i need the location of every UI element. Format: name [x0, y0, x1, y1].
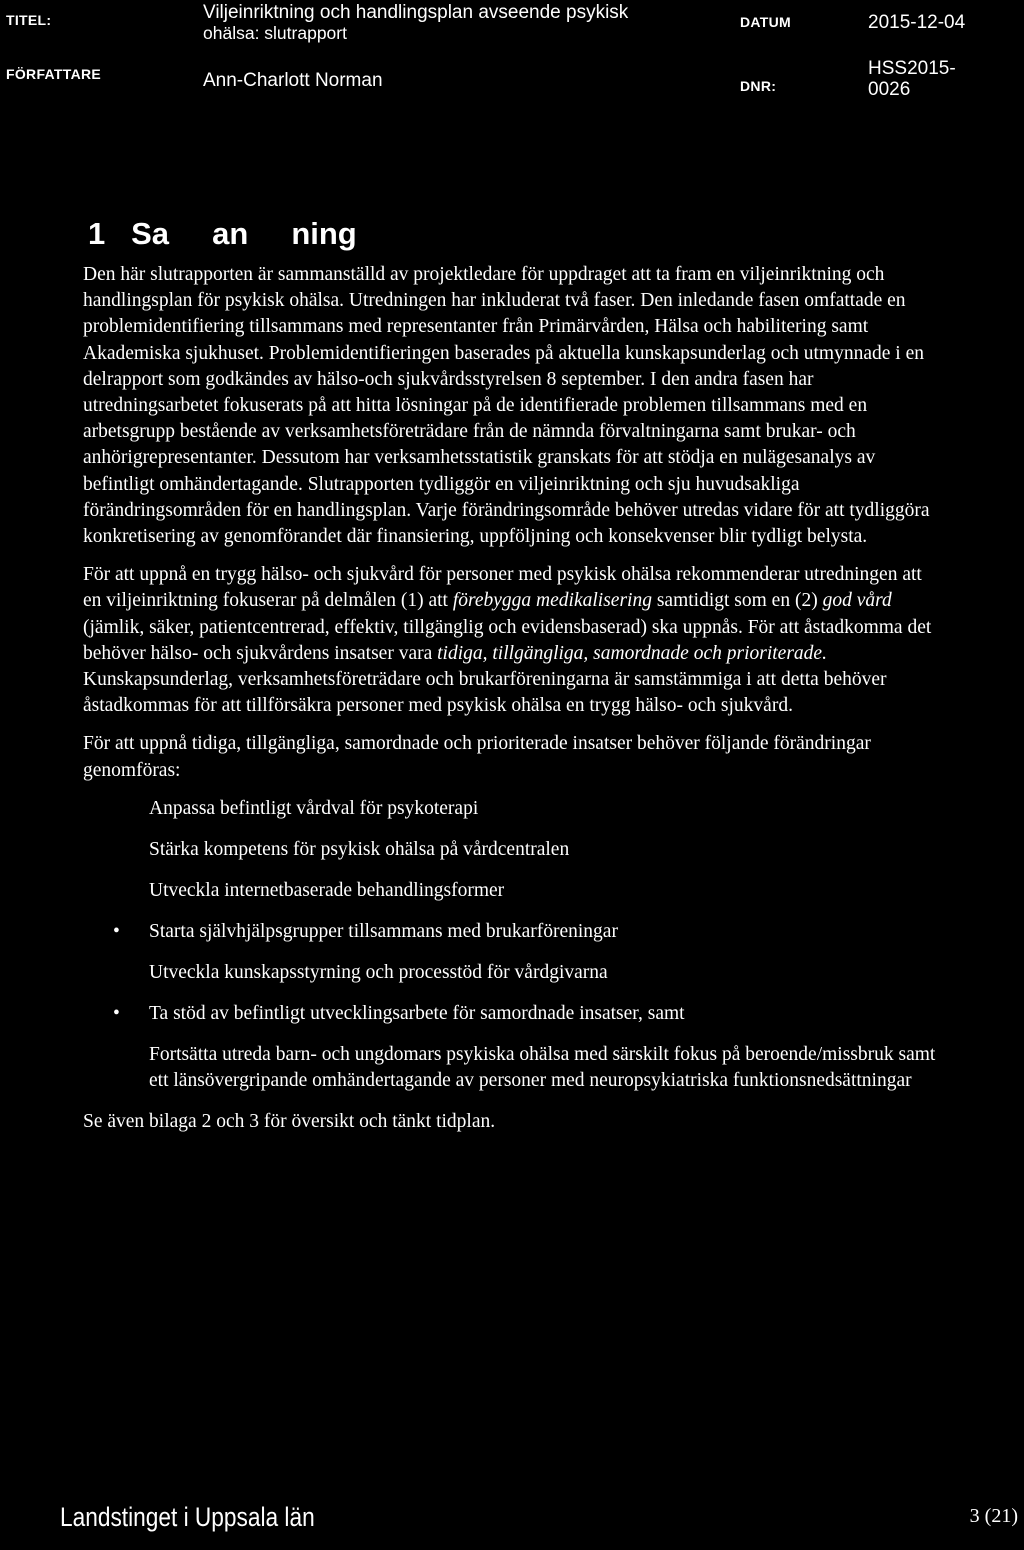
paragraph-changes-intro: För att uppnå tidiga, tillgängliga, samordnade och prioriterade insatser behöver följande förändringar genomföras: [83, 733, 871, 781]
date-label: DATUM [740, 14, 792, 30]
title-label: TITEL: [6, 12, 52, 28]
list-item-text: Starta självhjälpsgrupper tillsammans med brukarföreningar [149, 920, 618, 942]
document-title [203, 2, 743, 44]
section-heading [88, 216, 357, 252]
emphasis-god-vard: god vård [822, 590, 892, 612]
list-item [83, 878, 943, 904]
summary-body [83, 262, 943, 1147]
list-item-text: Fortsätta utreda barn- och ungdomars psykiska ohälsa med särskilt fokus på beroende/missbruk samt ett länsövergripande omhändertagande av personer med neuropsykiatriska funktionsnedsättningar [149, 1043, 936, 1091]
paragraph-goals-text-1: För att uppnå en trygg hälso- och sjukvård för personer med psykisk ohälsa rekommenderar utredningen att en viljeinriktning fokuserar på delmålen (1) att [83, 564, 922, 612]
emphasis-forebygga: förebygga medikalisering [452, 590, 652, 612]
section-number: 1 [88, 216, 106, 251]
list-item [83, 796, 943, 822]
emphasis-insatser: tidiga, tillgängliga, samordnade och prioriterade. [437, 642, 827, 664]
document-title-line2: ohälsa: slutrapport [203, 23, 347, 43]
author-label: FÖRFATTARE [6, 66, 102, 82]
list-item-text: Utveckla kunskapsstyrning och processtöd för vårdgivarna [149, 961, 608, 983]
list-item-text: Utveckla internetbaserade behandlingsformer [149, 879, 505, 901]
changes-list [83, 796, 943, 1094]
list-item-text: Stärka kompetens för psykisk ohälsa på vårdcentralen [149, 838, 570, 860]
bullet-icon: • [113, 1002, 120, 1024]
list-item [83, 919, 943, 945]
page-number: 3 (21) [969, 1505, 1018, 1527]
paragraph-intro: Den här slutrapporten är sammanställd av projektledare för uppdraget att ta fram en viljeinriktning och handlingsplan för psykisk ohälsa. Utredningen har inkluderat två faser. Den inledande fasen omfattade en problemidentifiering tillsammans med representanter från Primärvården, Hälsa och habilitering samt Akademiska sjukhuset. Problemidentifieringen baserades på aktuella kunskapsunderlag och utmynnade i en delrapport som godkändes av hälso-och sjukvårdsstyrelsen 8 september. I den andra fasen har utredningsarbetet fokuserats på att hitta lösningar på de identifierade problemen tillsammans med en arbetsgrupp bestående av verksamhetsföreträdare från de nämnda förvaltningarna samt brukar- och anhörigrepresentanter. Dessutom har verksamhetsstatistik granskats för att stödja en nulägesanalys av befintligt omhändertagande. Slutrapporten tydliggör en viljeinriktning och sju huvudsakliga förändringsområden för en handlingsplan. Varje förändringsområde behöver utredas vidare för att tydliggöra konkretisering av genomförandet där finansiering, uppföljning och konsekvenser blir tydligt belysta. [83, 264, 930, 548]
list-item [83, 837, 943, 863]
footer-organization: Landstinget i Uppsala län [60, 1502, 315, 1532]
paragraph-goals [83, 562, 943, 719]
list-item-text: Anpassa befintligt vårdval för psykoterapi [149, 797, 479, 819]
paragraph-appendix-note: Se även bilaga 2 och 3 för översikt och tänkt tidplan. [83, 1110, 496, 1132]
bullet-icon: • [113, 920, 120, 942]
dnr-value [868, 58, 956, 100]
paragraph-goals-text-4: Kunskapsunderlag, verksamhetsföreträdare och brukarföreningarna är samstämmiga i att detta behöver åstadkommas för att tillförsäkra personer med psykisk ohälsa en trygg hälso- och sjukvård. [83, 669, 887, 717]
dnr-label: DNR: [740, 78, 777, 94]
paragraph-goals-text-3: (jämlik, säker, patientcentrerad, effektiv, tillgänglig och evidensbaserad) ska uppnås. För att åstadkomma det behöver hälso- och sjukvårdens insatser vara [83, 616, 932, 664]
section-title: Sa an ning [131, 216, 357, 251]
document-title-line1: Viljeinriktning och handlingsplan avseende psykisk [203, 2, 629, 23]
list-item-text: Ta stöd av befintligt utvecklingsarbete för samordnade insatser, samt [149, 1002, 685, 1024]
date-value: 2015-12-04 [868, 12, 966, 33]
list-item [83, 1042, 943, 1094]
author-value: Ann-Charlott Norman [203, 70, 383, 91]
list-item [83, 1001, 943, 1027]
dnr-value-line2: 0026 [868, 79, 911, 100]
dnr-value-line1: HSS2015- [868, 58, 956, 79]
list-item [83, 960, 943, 986]
paragraph-goals-text-2: samtidigt som en (2) [651, 590, 823, 612]
